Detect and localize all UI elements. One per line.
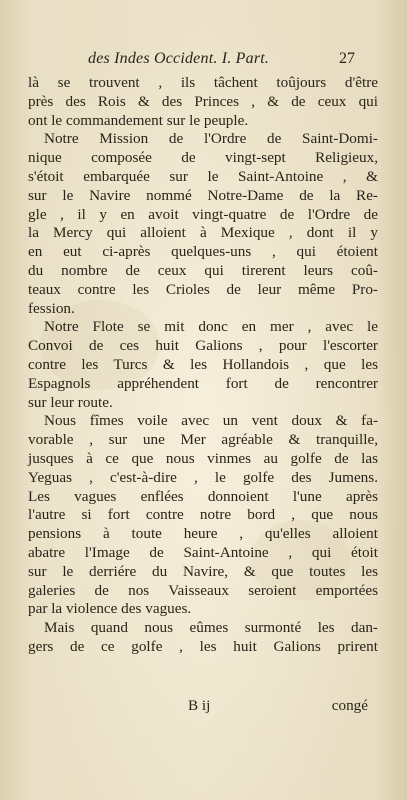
text-line: pensions à toute heure , qu'elles alloient	[28, 525, 378, 543]
text-line: la Mercy qui alloient à Mexique , dont il y	[28, 224, 378, 242]
text-line: du nombre de ceux qui tirerent leurs coû-	[28, 261, 378, 279]
text-line: Les vagues enflées donnoient l'une après	[28, 487, 378, 505]
page-number: 27	[339, 50, 355, 67]
text-line: près des Rois & des Princes , & de ceux qui	[28, 92, 378, 110]
text-line: gle , il y en avoit vingt-quatre de l'Ordre de	[28, 205, 378, 223]
text-line: sur le derriére du Navire, & que toutes les	[28, 562, 378, 580]
text-line: là se trouvent , ils tâchent toûjours d'être	[28, 74, 378, 91]
text-line: Espagnols appréhendent fort de rencontrer	[28, 374, 378, 392]
catchword: congé	[331, 697, 368, 714]
text-line: Nous fîmes voile avec un vent doux & fa-	[44, 412, 378, 430]
text-line: par la violence des vagues.	[28, 600, 192, 618]
text-line: sur le Navire nommé Notre-Dame de la Re-	[28, 186, 378, 204]
text-line: ont le commandement sur le peuple.	[28, 111, 249, 129]
text-line: s'étoit embarquée sur le Saint-Antoine , &	[28, 167, 378, 185]
text-line: contre les Turcs & les Hollandois , que les	[28, 355, 378, 373]
text-line: sur leur route.	[28, 393, 113, 411]
text-line: jusques à ce que nous vinmes au golfe de las	[28, 449, 378, 467]
text-line: Yeguas , c'est-à-dire , le golfe des Jumens.	[28, 468, 378, 486]
text-line: nique composée de vingt-sept Religieux,	[28, 149, 378, 167]
text-line: Notre Mission de l'Ordre de Saint-Domi-	[44, 130, 378, 148]
text-line: abatre l'Image de Saint-Antoine , qui étoit	[28, 543, 378, 561]
signature-mark: B ij	[188, 697, 211, 714]
text-line: l'autre si fort contre notre bord , que nous	[28, 506, 378, 524]
text-line: vorable , sur une Mer agréable & tranquille,	[28, 431, 378, 449]
text-line: en eut ci-après quelques-uns , qui étoient	[28, 243, 378, 261]
text-line: gers de ce golfe , les huit Galions prirent	[28, 637, 378, 655]
page-footer	[28, 697, 378, 717]
text-line: galeries de nos Vaisseaux seroient emportées	[28, 581, 378, 599]
page-header	[60, 50, 385, 72]
text-line: fession.	[28, 299, 75, 317]
text-line: Notre Flote se mit donc en mer , avec le	[44, 318, 378, 336]
running-title: des Indes Occident. I. Part.	[88, 50, 270, 67]
body-text	[28, 74, 378, 657]
text-line: Convoi de ces huit Galions , pour l'escorter	[28, 337, 378, 355]
text-line: Mais quand nous eûmes surmonté les dan-	[44, 619, 378, 637]
text-line: teaux contre les Crioles de leur même Pro-	[28, 280, 378, 298]
